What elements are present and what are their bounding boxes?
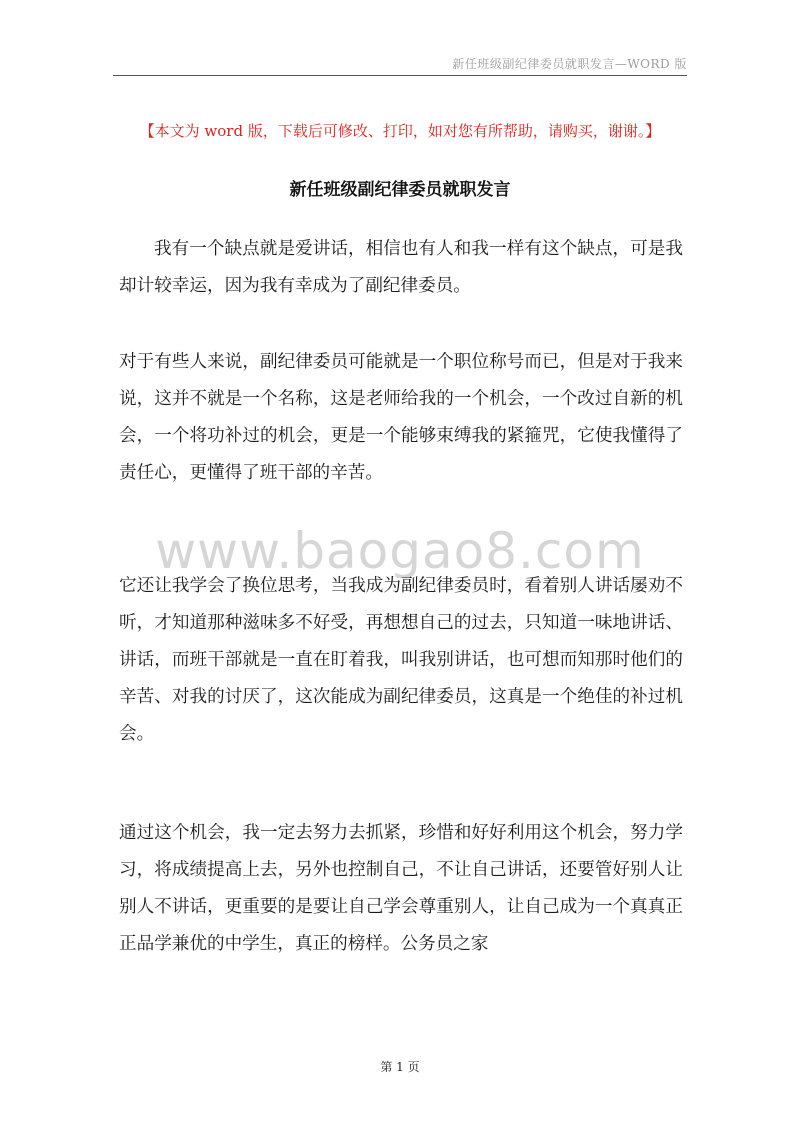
running-header-title: 新任班级副纪律委员就职发言—WORD 版 xyxy=(452,57,687,71)
site-watermark: www.baogao8.com xyxy=(155,522,645,580)
body-paragraph-4: 通过这个机会，我一定去努力去抓紧，珍惜和好好利用这个机会，努力学习，将成绩提高上去，另外也控制自己，不让自己讲话，还要管好别人让别人不讲话，更重要的是要让自己学会尊重别人，让自己成为一个真真正正品学兼优的中学生，真正的榜样。公务员之家 xyxy=(119,823,683,954)
body-paragraph-2: 对于有些人来说，副纪律委员可能就是一个职位称号而已，但是对于我来说，这并不就是一个名称，这是老师给我的一个机会，一个改过自新的机会，一个将功补过的机会，更是一个能够束缚我的紧箍咒，它使我懂得了责任心，更懂得了班干部的辛苦。 xyxy=(119,352,683,483)
header-divider xyxy=(113,75,687,76)
page-number: 第 1 页 xyxy=(380,1060,420,1074)
document-title: 新任班级副纪律委员就职发言 xyxy=(289,180,511,200)
body-paragraph-3: 它还让我学会了换位思考，当我成为副纪律委员时，看着别人讲话屡劝不听，才知道那种滋味多不好受，再想想自己的过去，只知道一味地讲话、讲话，而班干部就是一直在盯着我，叫我别讲话，也可想而知那时他们的辛苦、对我的讨厌了，这次能成为副纪律委员，这真是一个绝佳的补过机会。 xyxy=(119,576,683,744)
body-paragraph-1: 我有一个缺点就是爱讲话，相信也有人和我一样有这个缺点，可是我却计较幸运，因为我有幸成为了副纪律委员。 xyxy=(119,239,683,296)
download-notice: 【本文为 word 版，下载后可修改、打印，如对您有所帮助，请购买，谢谢。】 xyxy=(139,122,661,140)
